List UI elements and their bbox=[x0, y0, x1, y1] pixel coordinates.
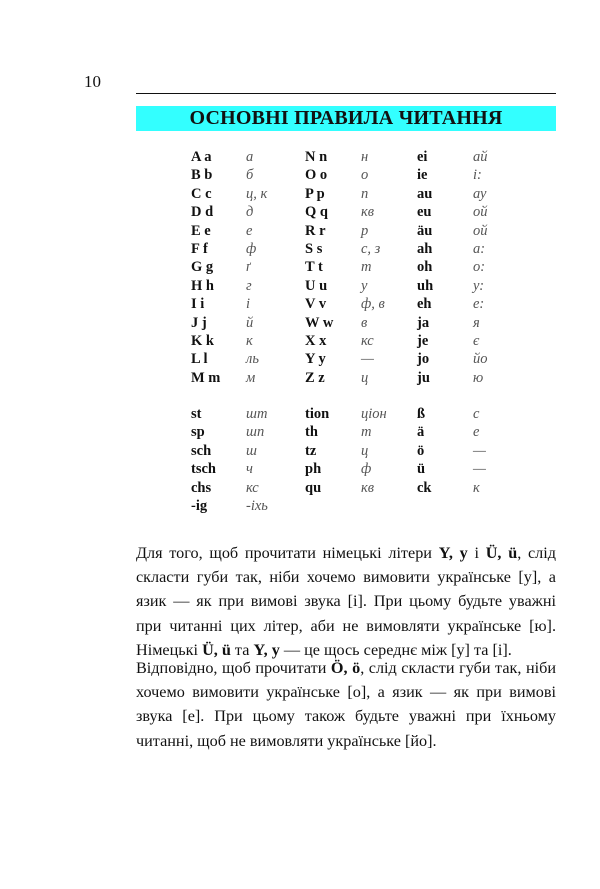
letter-cell: äu bbox=[417, 222, 433, 239]
letter-cell: Z z bbox=[305, 369, 325, 386]
letter-cell: X x bbox=[305, 332, 327, 349]
pronunciation-cell: йо bbox=[473, 351, 488, 368]
letter-cell: J j bbox=[191, 314, 207, 331]
letter-cell: ju bbox=[417, 369, 430, 386]
letter-cell: th bbox=[305, 424, 318, 441]
pronunciation-cell: с bbox=[473, 406, 480, 423]
letter-cell: ja bbox=[417, 314, 430, 331]
letter-cell: W w bbox=[305, 314, 334, 331]
letter-cell: D d bbox=[191, 204, 214, 221]
pronunciation-cell: е bbox=[473, 424, 480, 441]
pronunciation-cell: ш bbox=[246, 442, 257, 459]
pronunciation-cell: ай bbox=[473, 149, 488, 165]
pronunciation-cell: м bbox=[246, 369, 256, 386]
pronunciation-cell: ч bbox=[246, 461, 253, 478]
paragraph-text: — це щось середнє між [у] та [і]. bbox=[279, 640, 512, 659]
letter-cell: G g bbox=[191, 259, 214, 276]
pronunciation-cell: ой bbox=[473, 222, 488, 239]
pronunciation-cell: — bbox=[361, 351, 374, 368]
letter-cell: uh bbox=[417, 277, 434, 294]
letter-cell: ei bbox=[417, 149, 428, 165]
letter-cell: tion bbox=[305, 406, 330, 423]
letter-cell: N n bbox=[305, 149, 328, 165]
pronunciation-cell: р bbox=[361, 222, 369, 239]
pronunciation-cell: а: bbox=[473, 240, 486, 257]
pronunciation-cell: — bbox=[473, 442, 486, 459]
pronunciation-cell: шп bbox=[246, 424, 265, 441]
letter-cell: K k bbox=[191, 332, 214, 349]
letter-highlight: Ü, ü bbox=[485, 544, 518, 562]
section-title-banner bbox=[136, 106, 556, 131]
letter-cell: qu bbox=[305, 479, 322, 496]
letter-cell: E e bbox=[191, 222, 211, 239]
pronunciation-cell: — bbox=[473, 461, 486, 478]
letter-cell: sch bbox=[191, 442, 212, 459]
letter-cell: st bbox=[191, 406, 202, 423]
paragraph-text: та bbox=[230, 640, 254, 659]
letter-cell: eu bbox=[417, 204, 432, 221]
pronunciation-cell: к bbox=[246, 332, 253, 349]
pronunciation-cell: і: bbox=[473, 167, 482, 184]
letter-cell: V v bbox=[305, 296, 327, 313]
pronunciation-cell: я bbox=[473, 314, 480, 331]
paragraph-o-umlaut bbox=[136, 656, 556, 753]
letter-cell: T t bbox=[305, 259, 323, 276]
letter-highlight: Ü, ü bbox=[202, 640, 231, 659]
pronunciation-cell: ль bbox=[246, 351, 259, 368]
letter-cell: M m bbox=[191, 369, 221, 386]
letter-cell: au bbox=[417, 185, 433, 202]
paragraph-text: Для того, щоб прочитати німецькі літери bbox=[136, 544, 439, 562]
letter-cell: ie bbox=[417, 167, 428, 184]
letter-cell: U u bbox=[305, 277, 328, 294]
header-rule bbox=[136, 93, 556, 94]
letter-cell: eh bbox=[417, 296, 432, 313]
letter-cell: Y y bbox=[305, 351, 326, 368]
pronunciation-cell: к bbox=[473, 479, 480, 496]
pronunciation-cell: ц bbox=[361, 442, 369, 459]
page-number: 10 bbox=[84, 72, 101, 91]
pronunciation-cell: і bbox=[246, 296, 251, 313]
letter-cell: R r bbox=[305, 222, 326, 239]
letter-cell: Q q bbox=[305, 204, 328, 221]
letter-cell: S s bbox=[305, 240, 323, 257]
letter-highlight: Y, y bbox=[253, 640, 280, 659]
paragraph-text: , слід скласти губи так, ніби хочемо вимовити українське [у], а язик — як при вимові звука [і]. При цьому будьте уважні при читанні цих літер, аби не вимовляти українське [ю]. Німецькі bbox=[136, 544, 556, 659]
letter-cell: F f bbox=[191, 240, 208, 257]
pronunciation-cell: кс bbox=[361, 332, 374, 349]
pronunciation-cell: шт bbox=[246, 406, 268, 423]
pronunciation-cell: кс bbox=[246, 479, 259, 496]
pronunciation-cell: ю bbox=[473, 369, 484, 386]
pronunciation-cell: ф bbox=[246, 240, 257, 257]
letter-cell: ph bbox=[305, 461, 322, 478]
pronunciation-cell: н bbox=[361, 149, 369, 165]
pronunciation-cell: б bbox=[246, 167, 254, 184]
letter-cell: I i bbox=[191, 296, 205, 313]
pronunciation-cell: е bbox=[246, 222, 253, 239]
letter-cell: ä bbox=[417, 424, 425, 441]
pronunciation-cell: у: bbox=[473, 277, 485, 294]
pronunciation-cell: ціон bbox=[361, 406, 387, 423]
letter-cell: ö bbox=[417, 442, 425, 459]
pronunciation-cell: є bbox=[473, 332, 480, 349]
pronunciation-cell: о bbox=[361, 167, 369, 184]
pronunciation-cell: ф bbox=[361, 461, 372, 478]
pronunciation-cell: г bbox=[246, 277, 252, 294]
letter-cell: -ig bbox=[191, 498, 208, 515]
pronunciation-cell: а bbox=[246, 149, 254, 165]
letter-cell: P p bbox=[305, 185, 325, 202]
pronunciation-cell: ґ bbox=[246, 259, 251, 276]
letter-cell: tz bbox=[305, 442, 317, 459]
pronunciation-cell: в bbox=[361, 314, 368, 331]
pronunciation-cell: е: bbox=[473, 296, 485, 313]
pronunciation-cell: д bbox=[246, 204, 254, 221]
letter-cell: chs bbox=[191, 479, 212, 496]
pronunciation-cell: о: bbox=[473, 259, 486, 276]
pronunciation-cell: с, з bbox=[361, 240, 381, 257]
letter-cell: sp bbox=[191, 424, 205, 441]
pronunciation-cell: у bbox=[361, 277, 368, 294]
section-title: ОСНОВНІ ПРАВИЛА ЧИТАННЯ bbox=[189, 107, 503, 129]
paragraph-text: Відповідно, щоб прочитати bbox=[136, 659, 331, 677]
pronunciation-cell: т bbox=[361, 259, 372, 276]
letter-cell: ck bbox=[417, 479, 432, 496]
letter-cell: L l bbox=[191, 351, 208, 368]
letter-highlight: Y, y bbox=[438, 544, 468, 562]
letter-cell: tsch bbox=[191, 461, 216, 478]
pronunciation-cell: кв bbox=[361, 204, 375, 221]
pronunciation-cell: кв bbox=[361, 479, 375, 496]
pronunciation-cell: ау bbox=[473, 185, 487, 202]
letter-cell: ß bbox=[417, 406, 426, 423]
letter-cell: O o bbox=[305, 167, 328, 184]
letter-cell: B b bbox=[191, 167, 213, 184]
pronunciation-cell: ц bbox=[361, 369, 369, 386]
pronunciation-cell: п bbox=[361, 185, 369, 202]
paragraph-y-u bbox=[136, 541, 556, 662]
pronunciation-cell: ц, к bbox=[246, 185, 268, 202]
letter-cell: je bbox=[417, 332, 429, 349]
pronunciation-cell: ой bbox=[473, 204, 488, 221]
letter-cell: ü bbox=[417, 461, 426, 478]
letter-cell: jo bbox=[417, 351, 430, 368]
paragraph-text: , слід скласти губи так, ніби хочемо вимовити українське [о], а язик — як при вимові звука [е]. При цьому також будьте уважні при їхньому читанні, щоб не вимовляти українське [йо]. bbox=[136, 659, 557, 750]
letter-highlight: Ö, ö bbox=[330, 659, 361, 677]
paragraph-text: і bbox=[467, 544, 486, 562]
letter-cell: oh bbox=[417, 259, 433, 276]
pronunciation-cell: й bbox=[246, 314, 254, 331]
pronunciation-cell: т bbox=[361, 424, 372, 441]
letter-cell: C c bbox=[191, 185, 212, 202]
letter-cell: ah bbox=[417, 240, 433, 257]
letter-cell: A a bbox=[191, 149, 212, 165]
pronunciation-cell: ф, в bbox=[361, 296, 385, 313]
letter-cell: H h bbox=[191, 277, 214, 294]
pronunciation-cell: -іхь bbox=[246, 498, 268, 515]
